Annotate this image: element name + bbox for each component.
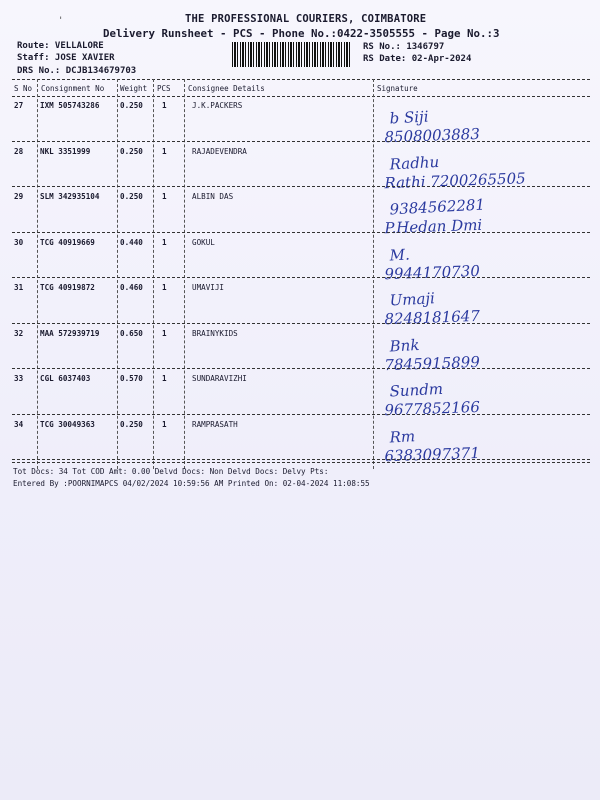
row-separator — [12, 459, 590, 460]
row-separator — [12, 141, 590, 142]
col-weight: Weight — [120, 84, 148, 93]
row-weight: 0.250 — [120, 192, 143, 201]
stray-mark: ' — [58, 16, 64, 26]
col-consignment: Consignment No — [41, 84, 105, 93]
signature-line: 8248181647 — [384, 306, 481, 329]
signature-line: M. — [389, 244, 411, 265]
row-consignee: SUNDARAVIZHI — [192, 374, 247, 383]
header-bottom-rule — [12, 96, 590, 97]
row-sno: 33 — [14, 374, 24, 383]
signature-line: Bnk — [389, 335, 420, 356]
row-sno: 31 — [14, 283, 24, 292]
col-divider — [37, 79, 38, 469]
row-separator — [12, 368, 590, 369]
row-consignee: J.K.PACKERS — [192, 101, 243, 110]
row-consignee: RAMPRASATH — [192, 419, 238, 429]
barcode — [232, 42, 352, 67]
row-weight: 0.650 — [120, 328, 143, 338]
signature-line: Sundm — [389, 379, 444, 401]
company-name: THE PROFESSIONAL COURIERS, COIMBATORE — [185, 13, 427, 25]
row-pcs: 1 — [162, 419, 167, 429]
row-sno: 30 — [14, 237, 24, 247]
row-sno: 27 — [14, 101, 24, 110]
signature-line: P.Hedan Dmi — [384, 215, 483, 238]
staff-label: Staff: JOSE XAVIER — [17, 53, 115, 63]
signature-line: b Siji — [389, 107, 429, 128]
row-consignment-no: CGL 6037403 — [40, 374, 91, 383]
drs-number: DRS No.: DCJB134679703 — [17, 66, 137, 76]
col-sno: S No — [14, 84, 33, 93]
signature-line: 7845915899 — [384, 352, 481, 374]
signature-line: 6383097371 — [384, 443, 481, 465]
signature-line: Rathi 7200265505 — [384, 168, 526, 192]
row-consignee: BRAINYKIDS — [192, 328, 238, 338]
row-pcs: 1 — [162, 283, 167, 292]
row-weight: 0.250 — [120, 101, 143, 110]
runsheet-subtitle: Delivery Runsheet - PCS - Phone No.:0422-3505555 - Page No.:3 — [103, 27, 500, 40]
row-consignee: GOKUL — [192, 237, 215, 247]
row-weight: 0.440 — [120, 237, 143, 247]
row-pcs: 1 — [162, 101, 167, 110]
row-consignment-no: IXM 505743286 — [40, 101, 100, 110]
signature-line: 9677852166 — [384, 397, 481, 420]
signature-line: 9384562281 — [389, 195, 486, 219]
row-separator — [12, 323, 590, 324]
row-consignee: RAJADEVENDRA — [192, 146, 247, 156]
route-label: Route: VELLALORE — [17, 41, 104, 51]
row-weight: 0.250 — [120, 146, 143, 156]
row-consignee: ALBIN DAS — [192, 192, 234, 201]
row-weight: 0.570 — [120, 374, 143, 383]
row-consignment-no: NKL 3351999 — [40, 146, 91, 156]
col-signature: Signature — [377, 84, 418, 93]
row-consignment-no: TCG 40919669 — [40, 237, 95, 247]
row-separator — [12, 277, 590, 278]
row-consignment-no: MAA 572939719 — [40, 328, 100, 338]
col-consignee: Consignee Details — [188, 84, 265, 93]
entered-by-line: Entered By :POORNIMAPCS 04/02/2024 10:59:56 AM Printed On: 02-04-2024 11:08:55 — [13, 479, 370, 488]
col-divider — [184, 79, 185, 469]
row-separator — [12, 186, 590, 187]
row-sno: 32 — [14, 328, 24, 338]
row-consignee: UMAVIJI — [192, 283, 225, 292]
row-pcs: 1 — [162, 192, 167, 201]
signature-line: Radhu — [389, 152, 440, 174]
row-pcs: 1 — [162, 328, 167, 338]
totals-line: Tot Docs: 34 Tot COD Amt: 0.00 Delvd Docs: Non Delvd Docs: Delvy Pts: — [13, 467, 329, 476]
row-separator — [12, 232, 590, 233]
row-weight: 0.250 — [120, 419, 143, 429]
row-consignment-no: TCG 40919872 — [40, 283, 95, 292]
row-consignment-no: SLM 342935104 — [40, 192, 100, 201]
row-sno: 34 — [14, 419, 24, 429]
row-sno: 28 — [14, 146, 24, 156]
col-divider — [117, 79, 118, 469]
col-pcs: PCS — [157, 84, 171, 93]
row-pcs: 1 — [162, 146, 167, 156]
row-consignment-no: TCG 30049363 — [40, 419, 95, 429]
row-weight: 0.460 — [120, 283, 143, 292]
row-pcs: 1 — [162, 237, 167, 247]
signature-line: Umaji — [389, 289, 436, 310]
row-sno: 29 — [14, 192, 24, 201]
signature-line: Rm — [389, 426, 416, 447]
table-bottom-rule — [12, 462, 590, 463]
signature-line: 9944170730 — [384, 261, 481, 283]
rs-number: RS No.: 1346797 — [363, 42, 445, 52]
col-divider — [373, 79, 374, 469]
rs-date: RS Date: 02-Apr-2024 — [363, 54, 472, 64]
row-separator — [12, 414, 590, 415]
table-top-rule — [12, 79, 590, 80]
col-divider — [153, 79, 154, 469]
signature-line: 8508003883 — [384, 124, 481, 147]
row-pcs: 1 — [162, 374, 167, 383]
